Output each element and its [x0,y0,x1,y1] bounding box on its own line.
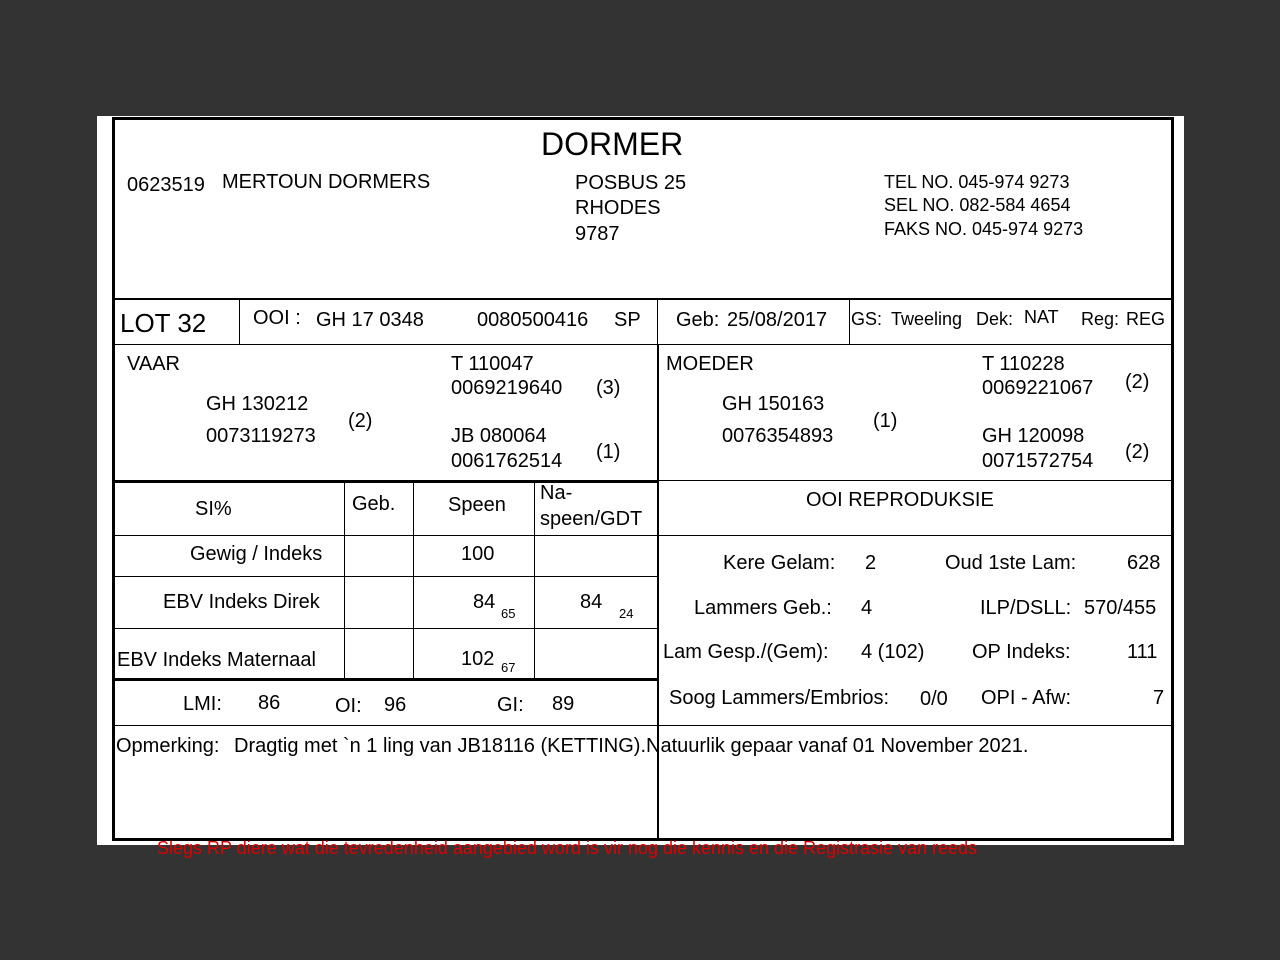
row-direk-speen-sub: 65 [501,606,516,621]
lammers-label: Lammers Geb.: [694,597,832,619]
oud-label: Oud 1ste Lam: [945,552,1077,574]
row-direk-speen: 84 [473,591,496,613]
table-header-bottom [114,535,659,536]
pedigree-divider [657,345,659,840]
op-value: 111 [1127,641,1158,663]
lammers-value: 4 [861,597,873,619]
soog-value: 0/0 [920,688,948,710]
ooi-label: OOI : [253,307,301,329]
vaar-id: GH 130212 [206,393,309,415]
vaar-dam-number: 0061762514 [451,450,563,472]
lot-row-bottom [114,344,1172,345]
table-col-3 [534,482,535,679]
gs-value: Tweeling [891,309,963,329]
oi-value: 96 [384,694,407,716]
row-gewig-speen: 100 [461,543,495,565]
address-line2: RHODES [575,197,661,219]
address-line1: POSBUS 25 [575,172,687,194]
gi-label: GI: [497,694,524,716]
opmerking-label: Opmerking: [116,735,220,757]
address-line3: 9787 [575,223,620,245]
ooi-id: GH 17 0348 [316,309,424,331]
lot-divider-3 [849,299,850,344]
moeder-dam-number: 0071572754 [982,450,1094,472]
table-row2-bottom [114,628,659,629]
table-row3-bottom [114,678,659,681]
lot-row-top [114,298,1172,300]
row-maternaal-label: EBV Indeks Maternaal [117,649,316,671]
repro-title: OOI REPRODUKSIE [806,489,994,511]
catalogue-card [97,116,1184,858]
reg-value: REG [1126,309,1166,329]
moeder-sire-id: T 110228 [982,353,1065,375]
owner-name: MERTOUN DORMERS [222,171,431,193]
border-top [114,117,1174,120]
gs-label: GS: [851,309,883,329]
row-direk-label: EBV Indeks Direk [163,591,320,613]
ilp-label: ILP/DSLL: [980,597,1072,619]
moeder-sire-grade: (2) [1125,371,1150,393]
col-header-naspeen-2: speen/GDT [540,508,643,530]
gi-value: 89 [552,693,575,715]
vaar-dam-id: JB 080064 [451,425,547,447]
vaar-dam-grade: (1) [596,441,621,463]
ilp-value: 570/455 [1084,597,1157,619]
owner-code: 0623519 [127,174,205,196]
moeder-grade: (1) [873,410,898,432]
vaar-label: VAAR [127,353,180,375]
oud-value: 628 [1127,552,1161,574]
moeder-id: GH 150163 [722,393,825,415]
ooi-number: 0080500416 [477,309,589,331]
vaar-sire-grade: (3) [596,377,621,399]
vaar-sire-id: T 110047 [451,353,534,375]
dek-value: NAT [1024,307,1059,327]
kere-label: Kere Gelam: [723,552,836,574]
lmi-value: 86 [258,692,281,714]
op-label: OP Indeks: [972,641,1071,663]
row-maternaal-speen-sub: 67 [501,660,516,675]
contact-sel: SEL NO. 082-584 4654 [884,195,1071,215]
lot-divider-2 [657,299,658,344]
repro-header-bottom [659,535,1172,536]
col-header-si: SI% [195,498,232,520]
reg-label: Reg: [1081,309,1120,329]
row-direk-naspeen: 84 [580,591,603,613]
vaar-number: 0073119273 [206,425,316,447]
contact-tel: TEL NO. 045-974 9273 [884,172,1070,192]
ooi-code: SP [614,309,641,331]
gesp-label: Lam Gesp./(Gem): [663,641,829,663]
vaar-grade: (2) [348,410,373,432]
lmi-label: LMI: [183,693,222,715]
border-left [112,117,115,841]
row-gewig-label: Gewig / Indeks [190,543,323,565]
moeder-dam-id: GH 120098 [982,425,1085,447]
table-col-1 [344,482,345,679]
lot-label: LOT 32 [120,308,207,338]
contact-faks: FAKS NO. 045-974 9273 [884,219,1084,239]
repro-top [659,480,1172,481]
kere-value: 2 [865,552,877,574]
table-row1-bottom [114,576,659,577]
breed-title: DORMER [541,126,684,162]
dek-label: Dek: [976,309,1014,329]
opmerking-text: Dragtig met `n 1 ling van JB18116 (KETTING).Natuurlik gepaar vanaf 01 November 2021. [234,735,1029,757]
border-right [1171,117,1174,841]
vaar-sire-number: 0069219640 [451,377,563,399]
footer-note-partial: Slegs RP diere wat die tevredenheid aangebied word is vir nog die kennis en die Registrasie van reeds [157,838,978,858]
geb-date: 25/08/2017 [727,309,828,331]
row-direk-naspeen-sub: 24 [619,606,634,621]
opi-value: 7 [1153,687,1165,709]
row-maternaal-speen: 102 [461,648,495,670]
moeder-sire-number: 0069221067 [982,377,1094,399]
lot-divider-1 [239,299,240,344]
geb-label: Geb: [676,309,720,331]
col-header-geb: Geb. [352,493,396,515]
opi-label: OPI - Afw: [981,687,1072,709]
moeder-number: 0076354893 [722,425,834,447]
table-col-2 [413,482,414,679]
col-header-speen: Speen [448,494,506,516]
soog-label: Soog Lammers/Embrios: [669,687,890,709]
indices-row-bottom [114,725,1172,726]
col-header-naspeen-1: Na- [540,482,573,504]
table-top [114,480,659,483]
oi-label: OI: [335,695,362,717]
moeder-dam-grade: (2) [1125,441,1150,463]
gesp-value: 4 (102) [861,641,925,663]
moeder-label: MOEDER [666,353,754,375]
